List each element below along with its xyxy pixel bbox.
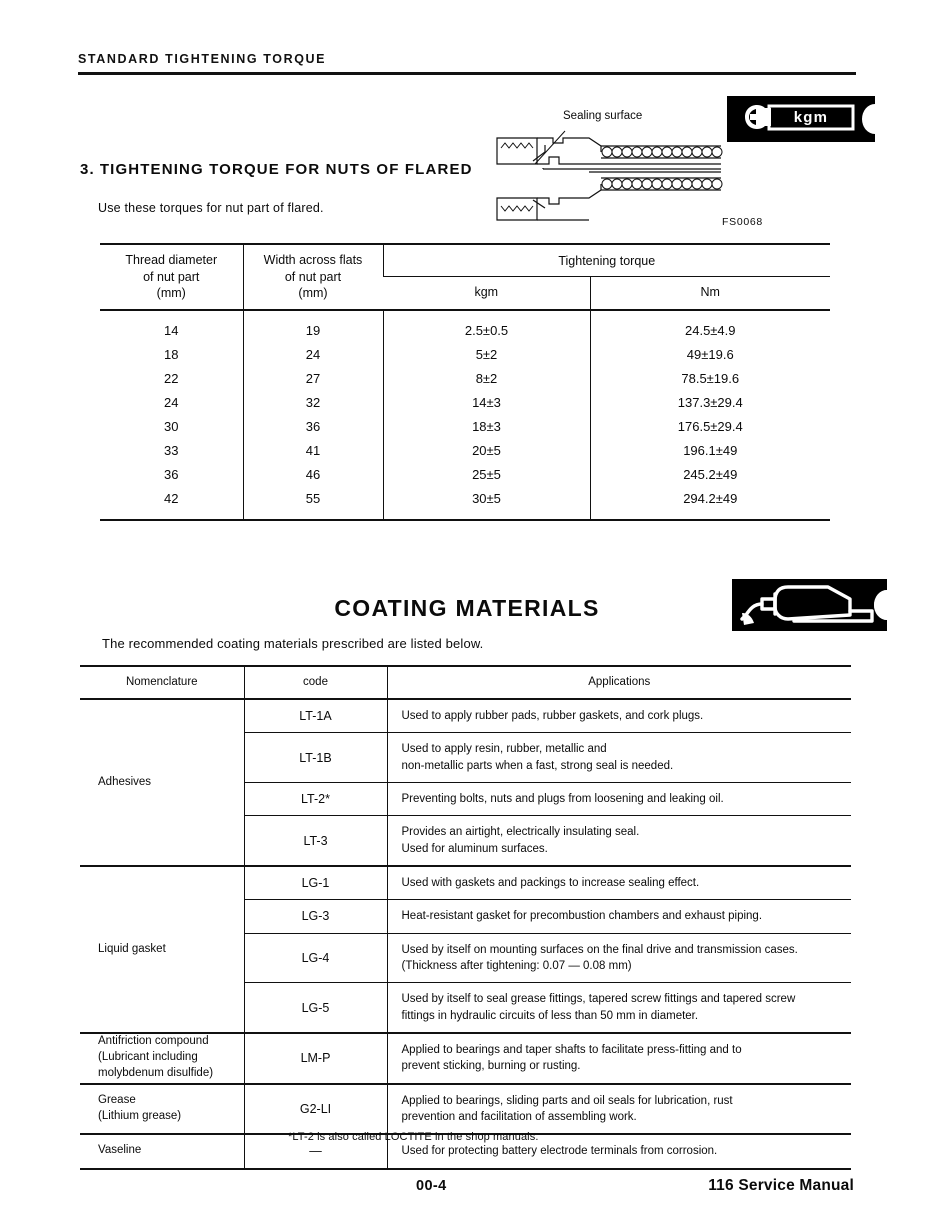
coating-materials-intro: The recommended coating materials prescribed are listed below.: [102, 636, 484, 651]
header-tightening-torque: Tightening torque: [383, 244, 830, 277]
cell-application-line: (Thickness after tightening: 0.07 — 0.08 mm): [401, 959, 632, 972]
cell-application: [387, 933, 851, 983]
cell-application: [387, 699, 851, 733]
cell-width-across-flats: 55: [243, 487, 383, 511]
header-nomenclature: Nomenclature: [80, 666, 244, 699]
cell-application-line: Provides an airtight, electrically insulating seal.: [401, 826, 640, 839]
section-three-intro: Use these torques for nut part of flared.: [98, 201, 324, 215]
cell-nomenclature: [80, 1084, 244, 1135]
cell-torque-kgm: 5±2: [383, 343, 590, 367]
cell-application-line: prevent sticking, burning or rusting.: [401, 1060, 581, 1073]
cell-width-across-flats: 24: [243, 343, 383, 367]
cell-application-line: non-metallic parts when a fast, strong seal is needed.: [401, 759, 674, 772]
section-three-title-text: TIGHTENING TORQUE FOR NUTS OF FLARED: [99, 161, 473, 178]
table-row: [100, 367, 830, 391]
cell-nomenclature-line: (Lubricant including: [98, 1051, 198, 1064]
header-width-across-flats: Width across flats of nut part (mm): [243, 244, 383, 309]
cell-code: LM-P: [244, 1033, 387, 1084]
cell-torque-kgm: 14±3: [383, 391, 590, 415]
cell-torque-nm: 78.5±19.6: [590, 367, 830, 391]
cell-application: [387, 983, 851, 1033]
table-row: [100, 391, 830, 415]
cell-nomenclature-line: Grease: [98, 1094, 136, 1107]
cell-torque-kgm: 30±5: [383, 487, 590, 511]
cell-nomenclature-line: Antifriction compound: [98, 1035, 209, 1048]
cell-application-line: fittings in hydraulic circuits of less than 50 mm in diameter.: [401, 1009, 699, 1022]
header-thread-diameter: Thread diameter of nut part (mm): [100, 244, 243, 309]
cell-thread-diameter: 14: [164, 323, 179, 338]
cell-nomenclature: [80, 1033, 244, 1084]
cell-width-across-flats: 46: [243, 463, 383, 487]
page-header: [78, 52, 856, 75]
cell-thread-diameter: 18: [164, 347, 179, 362]
kgm-unit-badge: [727, 96, 875, 142]
flared-fitting-diagram: [493, 112, 725, 224]
cell-code: LT-1A: [244, 699, 387, 733]
cell-torque-nm: 137.3±29.4: [590, 391, 830, 415]
cell-nomenclature: Vaseline: [80, 1134, 244, 1168]
cell-thread-diameter: 22: [164, 371, 179, 386]
cell-width-across-flats: 41: [243, 439, 383, 463]
cell-code: LT-2*: [244, 782, 387, 815]
table-row: [80, 1033, 851, 1084]
cell-application-line: Applied to bearings, sliding parts and oil seals for lubrication, rust: [401, 1094, 733, 1107]
cell-application-line: Used to apply resin, rubber, metallic and: [401, 743, 607, 756]
cell-nomenclature: Liquid gasket: [80, 866, 244, 1033]
cell-nomenclature-line: (Lithium grease): [98, 1109, 182, 1122]
section-three-title: [80, 161, 473, 178]
cell-application-line: Applied to bearings and taper shafts to facilitate press-fitting and to: [401, 1043, 742, 1056]
cell-code: LG-4: [244, 933, 387, 983]
cell-application-line: Heat-resistant gasket for precombustion chambers and exhaust piping.: [401, 910, 763, 923]
table-row: [80, 1084, 851, 1135]
cell-nomenclature-line: molybdenum disulfide): [98, 1067, 214, 1080]
cell-torque-kgm: 8±2: [383, 367, 590, 391]
cell-torque-kgm: 2.5±0.5: [383, 319, 590, 343]
cell-torque-nm: 245.2±49: [590, 463, 830, 487]
footer-manual-name: 116 Service Manual: [708, 1177, 854, 1194]
badge-notch: [862, 104, 888, 134]
cell-thread-diameter: 24: [164, 395, 179, 410]
cell-application-line: Used by itself to seal grease fittings, tapered screw fittings and tapered screw: [401, 993, 796, 1006]
table-row: [100, 439, 830, 463]
cell-application: [387, 733, 851, 783]
cell-thread-diameter: 33: [164, 443, 179, 458]
cell-application: [387, 782, 851, 815]
cell-application-line: Used for aluminum surfaces.: [401, 842, 548, 855]
kgm-badge-label: kgm: [793, 109, 829, 126]
cell-thread-diameter: 36: [164, 467, 179, 482]
cell-width-across-flats: 36: [243, 415, 383, 439]
cell-torque-nm: 176.5±29.4: [590, 415, 830, 439]
table-row: [100, 487, 830, 511]
page-header-title: STANDARD TIGHTENING TORQUE: [78, 52, 327, 66]
cell-code: LG-3: [244, 900, 387, 933]
cell-code: LT-1B: [244, 733, 387, 783]
sealing-surface-label: Sealing surface: [563, 110, 643, 122]
cell-application-line: Used to apply rubber pads, rubber gaskets, and cork plugs.: [401, 710, 704, 722]
table-row: [80, 866, 851, 900]
cell-code: LT-3: [244, 816, 387, 866]
cell-width-across-flats: 27: [243, 367, 383, 391]
cell-torque-kgm: 20±5: [383, 439, 590, 463]
section-three-number: 3.: [80, 161, 95, 178]
footer-page-number: 00-4: [416, 1178, 447, 1194]
cell-code: LG-1: [244, 866, 387, 900]
cell-application: [387, 1084, 851, 1135]
cell-torque-kgm: 18±3: [383, 415, 590, 439]
header-unit-kgm: kgm: [474, 285, 499, 300]
cell-thread-diameter: 42: [164, 491, 179, 506]
table-row: [100, 319, 830, 343]
header-unit-nm: Nm: [590, 277, 830, 309]
coating-materials-table: [80, 665, 851, 1170]
cell-application-line: Used for protecting battery electrode terminals from corrosion.: [401, 1145, 718, 1158]
cell-torque-nm: 294.2±49: [590, 487, 830, 511]
header-applications: Applications: [387, 666, 851, 699]
tightening-torque-table: [100, 243, 830, 521]
coating-table-header-row: [80, 666, 851, 699]
coating-materials-footnote: *LT-2 is also called LOCTITE in the shop manuals.: [288, 1131, 539, 1143]
cell-application: [387, 1033, 851, 1084]
cell-application: [387, 866, 851, 900]
figure-code: FS0068: [722, 216, 763, 228]
cell-application-line: Used with gaskets and packings to increase sealing effect.: [401, 876, 700, 889]
cell-application: [387, 816, 851, 866]
table-row: [100, 463, 830, 487]
table-body-top-pad: [100, 310, 830, 319]
table-body-bottom-pad: [100, 511, 830, 520]
cell-code: —: [244, 1134, 387, 1168]
header-code: code: [244, 666, 387, 699]
badge-notch: [874, 590, 900, 620]
coating-materials-badge: [732, 579, 887, 631]
cell-code: G2-LI: [244, 1084, 387, 1135]
table-row: [100, 343, 830, 367]
page-header-rule: [78, 72, 856, 75]
table-row: [100, 415, 830, 439]
cell-application-line: Used by itself on mounting surfaces on the final drive and transmission cases.: [401, 943, 798, 956]
cell-torque-nm: 196.1±49: [590, 439, 830, 463]
cell-torque-nm: 49±19.6: [590, 343, 830, 367]
cell-thread-diameter: 30: [164, 419, 179, 434]
sealant-gun-icon: [732, 579, 887, 631]
cell-nomenclature: Adhesives: [80, 699, 244, 866]
cell-width-across-flats: 32: [243, 391, 383, 415]
table-row: [80, 699, 851, 733]
cell-application-line: prevention and facilitation of assembling work.: [401, 1110, 637, 1123]
cell-torque-kgm: 25±5: [383, 463, 590, 487]
cell-application-line: Preventing bolts, nuts and plugs from loosening and leaking oil.: [401, 792, 724, 805]
cell-torque-nm: 24.5±4.9: [590, 319, 830, 343]
table-header-row: [100, 244, 830, 277]
cell-width-across-flats: 19: [243, 319, 383, 343]
cell-code: LG-5: [244, 983, 387, 1033]
coating-materials-heading: COATING MATERIALS: [334, 595, 600, 621]
cell-application: [387, 900, 851, 933]
